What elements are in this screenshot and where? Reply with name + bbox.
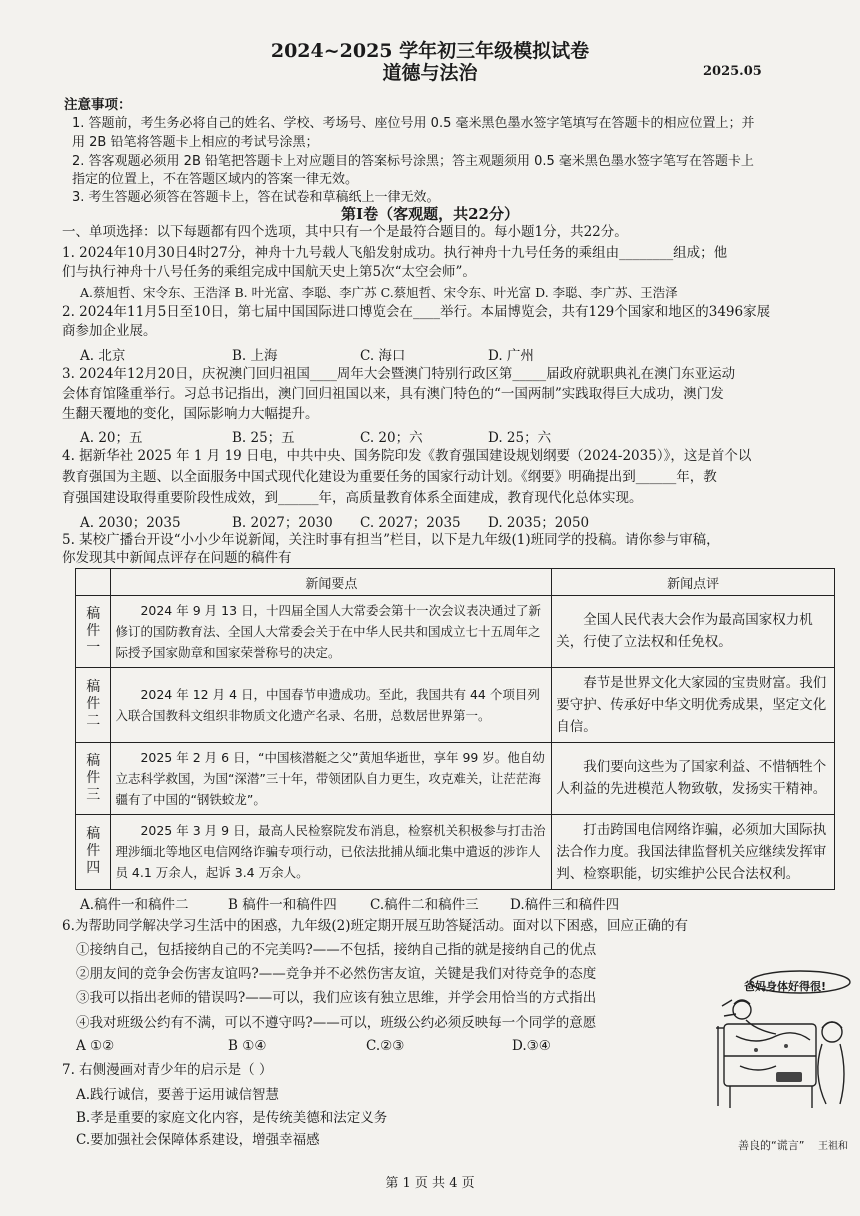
table-row bbox=[76, 742, 835, 814]
q3-option: C. 20；六 bbox=[360, 430, 423, 446]
q4-option: A. 2030；2035 bbox=[80, 515, 181, 531]
q5-option: C.稿件二和稿件三 bbox=[370, 897, 479, 913]
news-comment: 全国人民代表大会作为最高国家权力机关，行使了立法权和任免权。 bbox=[552, 596, 835, 668]
column-header: 新闻点评 bbox=[552, 569, 835, 596]
q1-stem: 们与执行神舟十八号任务的乘组完成中国航天史上第5次“太空会师”。 bbox=[62, 264, 476, 280]
notice-line: 1. 答题前，考生务必将自己的姓名、学校、考场号、座位号用 0.5 毫米黑色墨水签字笔填写在答题卡的相应位置上；并 bbox=[72, 116, 755, 131]
table-header-row bbox=[76, 569, 835, 596]
q6-option: C.②③ bbox=[366, 1038, 405, 1054]
cartoon-author: 王祖和 bbox=[818, 1141, 848, 1152]
q7-stem: 7. 右侧漫画对青少年的启示是（ ） bbox=[62, 1062, 273, 1078]
q6-item: ①接纳自己，包括接纳自己的不完美吗?——不包括，接纳自己指的就是接纳自己的优点 bbox=[76, 942, 597, 958]
notice-heading: 注意事项： bbox=[64, 97, 132, 113]
news-comment: 春节是世界文化大家园的宝贵财富。我们要守护、传承好中华文明优秀成果，坚定文化自信。 bbox=[552, 667, 835, 742]
q6-stem: 6.为帮助同学解决学习生活中的困惑，九年级(2)班定期开展互助答疑活动。面对以下困惑，回应正确的有 bbox=[62, 918, 689, 934]
table-corner bbox=[76, 569, 111, 596]
exam-date: 2025.05 bbox=[703, 64, 762, 79]
q5-option: B 稿件一和稿件四 bbox=[228, 897, 337, 913]
q4-stem: 教育强国为主题、以全面服务中国式现代化建设为重要任务的国家行动计划。《纲要》明确提出到______年，教 bbox=[62, 469, 717, 485]
q2-option: B. 上海 bbox=[232, 348, 278, 364]
q4-stem: 4. 据新华社 2025 年 1 月 19 日电，中共中央、国务院印发《教育强国建设规划纲要（2024-2035）》，这是首个以 bbox=[62, 448, 752, 464]
table-row bbox=[76, 667, 835, 742]
row-label: 稿 件 一 bbox=[76, 596, 111, 668]
cartoon-speech-text: 爸妈身体好得很! bbox=[744, 980, 827, 993]
cartoon-caption: 善良的“谎言” bbox=[738, 1139, 805, 1152]
news-comment: 打击跨国电信网络诈骗，必须加大国际执法合作力度。我国法律监督机关应继续发挥审判、检察职能，切实维护公民合法权利。 bbox=[552, 814, 835, 889]
q4-option: C. 2027；2035 bbox=[360, 515, 461, 531]
row-label: 稿 件 三 bbox=[76, 742, 111, 814]
q2-option: D. 广州 bbox=[488, 348, 534, 364]
q4-stem: 育强国建设取得重要阶段性成效，到______年，高质量教育体系全面建成，教育现代化总体实现。 bbox=[62, 490, 643, 506]
q3-stem: 生翻天覆地的变化，国际影响力大幅提升。 bbox=[62, 406, 319, 422]
exam-title: 2024~2025 学年初三年级模拟试卷 bbox=[270, 40, 590, 62]
news-table bbox=[75, 568, 835, 890]
row-label: 稿 件 四 bbox=[76, 814, 111, 889]
q6-item: ②朋友间的竞争会伤害友谊吗?——竞争并不必然伤害友谊，关键是我们对待竞争的态度 bbox=[76, 966, 597, 982]
q4-option: D. 2035；2050 bbox=[488, 515, 590, 531]
notice-line: 用 2B 铅笔将答题卡上相应的考试号涂黑； bbox=[72, 135, 319, 150]
q5-option: D.稿件三和稿件四 bbox=[510, 897, 620, 913]
notice-line: 2. 答客观题必须用 2B 铅笔把答题卡上对应题目的答案标号涂黑；答主观题须用 0.5 毫米黑色墨水签字笔写在答题卡上 bbox=[72, 154, 754, 169]
q7-option: C.要加强社会保障体系建设，增强幸福感 bbox=[76, 1132, 320, 1148]
q5-option: A.稿件一和稿件二 bbox=[80, 897, 189, 913]
subject-title: 道德与法治 bbox=[382, 62, 478, 84]
section-heading: 第Ⅰ卷（客观题，共22分） bbox=[341, 205, 519, 223]
page-footer: 第 1 页 共 4 页 bbox=[385, 1176, 475, 1191]
news-point: 2025 年 3 月 9 日，最高人民检察院发布消息，检察机关积极参与打击治理涉缅北等地区电信网络诈骗专项行动，已依法批捕从缅北集中遣返的涉诈人员 4.1 万余人，起诉 3.4 万余人。 bbox=[111, 814, 552, 889]
q3-option: A. 20；五 bbox=[80, 430, 143, 446]
q2-option: A. 北京 bbox=[80, 348, 126, 364]
q7-option: B.孝是重要的家庭文化内容，是传统美德和法定义务 bbox=[76, 1110, 388, 1126]
q3-option: D. 25；六 bbox=[488, 430, 552, 446]
table-row bbox=[76, 596, 835, 668]
q3-option: B. 25；五 bbox=[232, 430, 295, 446]
row-label: 稿 件 二 bbox=[76, 667, 111, 742]
q7-option: A.践行诚信，要善于运用诚信智慧 bbox=[76, 1087, 280, 1103]
q5-stem: 5. 某校广播台开设“小小少年说新闻，关注时事有担当”栏目，以下是九年级(1)班同学的投稿。请你参与审稿， bbox=[62, 532, 720, 548]
notice-line: 指定的位置上，不在答题区域内的答案一律无效。 bbox=[72, 172, 359, 187]
news-comment: 我们要向这些为了国家利益、不惜牺牲个人利益的先进模范人物致敬，发扬实干精神。 bbox=[552, 742, 835, 814]
news-point: 2024 年 12 月 4 日，中国春节申遗成功。至此，我国共有 44 个项目列入联合国教科文组织非物质文化遗产名录、名册，总数居世界第一。 bbox=[111, 667, 552, 742]
q2-stem: 2. 2024年11月5日至10日，第七届中国国际进口博览会在____举行。本届博览会，共有129个国家和地区的3496家展 bbox=[62, 304, 771, 320]
news-point: 2025 年 2 月 6 日，“中国核潜艇之父”黄旭华逝世，享年 99 岁。他自幼立志科学救国，为国“深潜”三十年，带领团队自力更生，攻克难关，让茫茫海疆有了中国的“钢铁蛟龙”。 bbox=[111, 742, 552, 814]
q6-option: A ①② bbox=[76, 1038, 115, 1054]
q2-stem: 商参加企业展。 bbox=[62, 323, 157, 339]
q6-option: B ①④ bbox=[228, 1038, 267, 1054]
column-header: 新闻要点 bbox=[111, 569, 552, 596]
q6-item: ③我可以指出老师的错误吗?——可以，我们应该有独立思维，并学会用恰当的方式指出 bbox=[76, 990, 597, 1006]
q1-options: A.蔡旭哲、宋令东、王浩泽 B. 叶光富、李聪、李广苏 C.蔡旭哲、宋令东、叶光富 D. 李聪、李广苏、王浩泽 bbox=[80, 285, 678, 300]
q5-stem: 你发现其中新闻点评存在问题的稿件有 bbox=[62, 550, 292, 566]
q4-option: B. 2027；2030 bbox=[232, 515, 333, 531]
section-instruction: 一、单项选择：以下每题都有四个选项，其中只有一个是最符合题目的。每小题1分，共22分。 bbox=[62, 224, 628, 240]
q6-option: D.③④ bbox=[512, 1038, 551, 1054]
q3-stem: 会体育馆隆重举行。习总书记指出，澳门回归祖国以来，具有澳门特色的“一国两制”实践取得巨大成功，澳门发 bbox=[62, 386, 724, 402]
table-row bbox=[76, 814, 835, 889]
q6-item: ④我对班级公约有不满，可以不遵守吗?——可以，班级公约必须反映每一个同学的意愿 bbox=[76, 1015, 597, 1031]
q1-stem: 1. 2024年10月30日4时27分，神舟十九号载人飞船发射成功。执行神舟十九号任务的乘组由________组成；他 bbox=[62, 245, 728, 261]
q2-option: C. 海口 bbox=[360, 348, 406, 364]
q3-stem: 3. 2024年12月20日，庆祝澳门回归祖国____周年大会暨澳门特别行政区第_____届政府就职典礼在澳门东亚运动 bbox=[62, 366, 736, 382]
news-point: 2024 年 9 月 13 日，十四届全国人大常委会第十一次会议表决通过了新修订的国防教育法、全国人大常委会关于在中华人民共和国成立七十五周年之际授予国家勋章和国家荣誉称号的决定。 bbox=[111, 596, 552, 668]
notice-line: 3. 考生答题必须答在答题卡上，答在试卷和草稿纸上一律无效。 bbox=[72, 190, 440, 205]
